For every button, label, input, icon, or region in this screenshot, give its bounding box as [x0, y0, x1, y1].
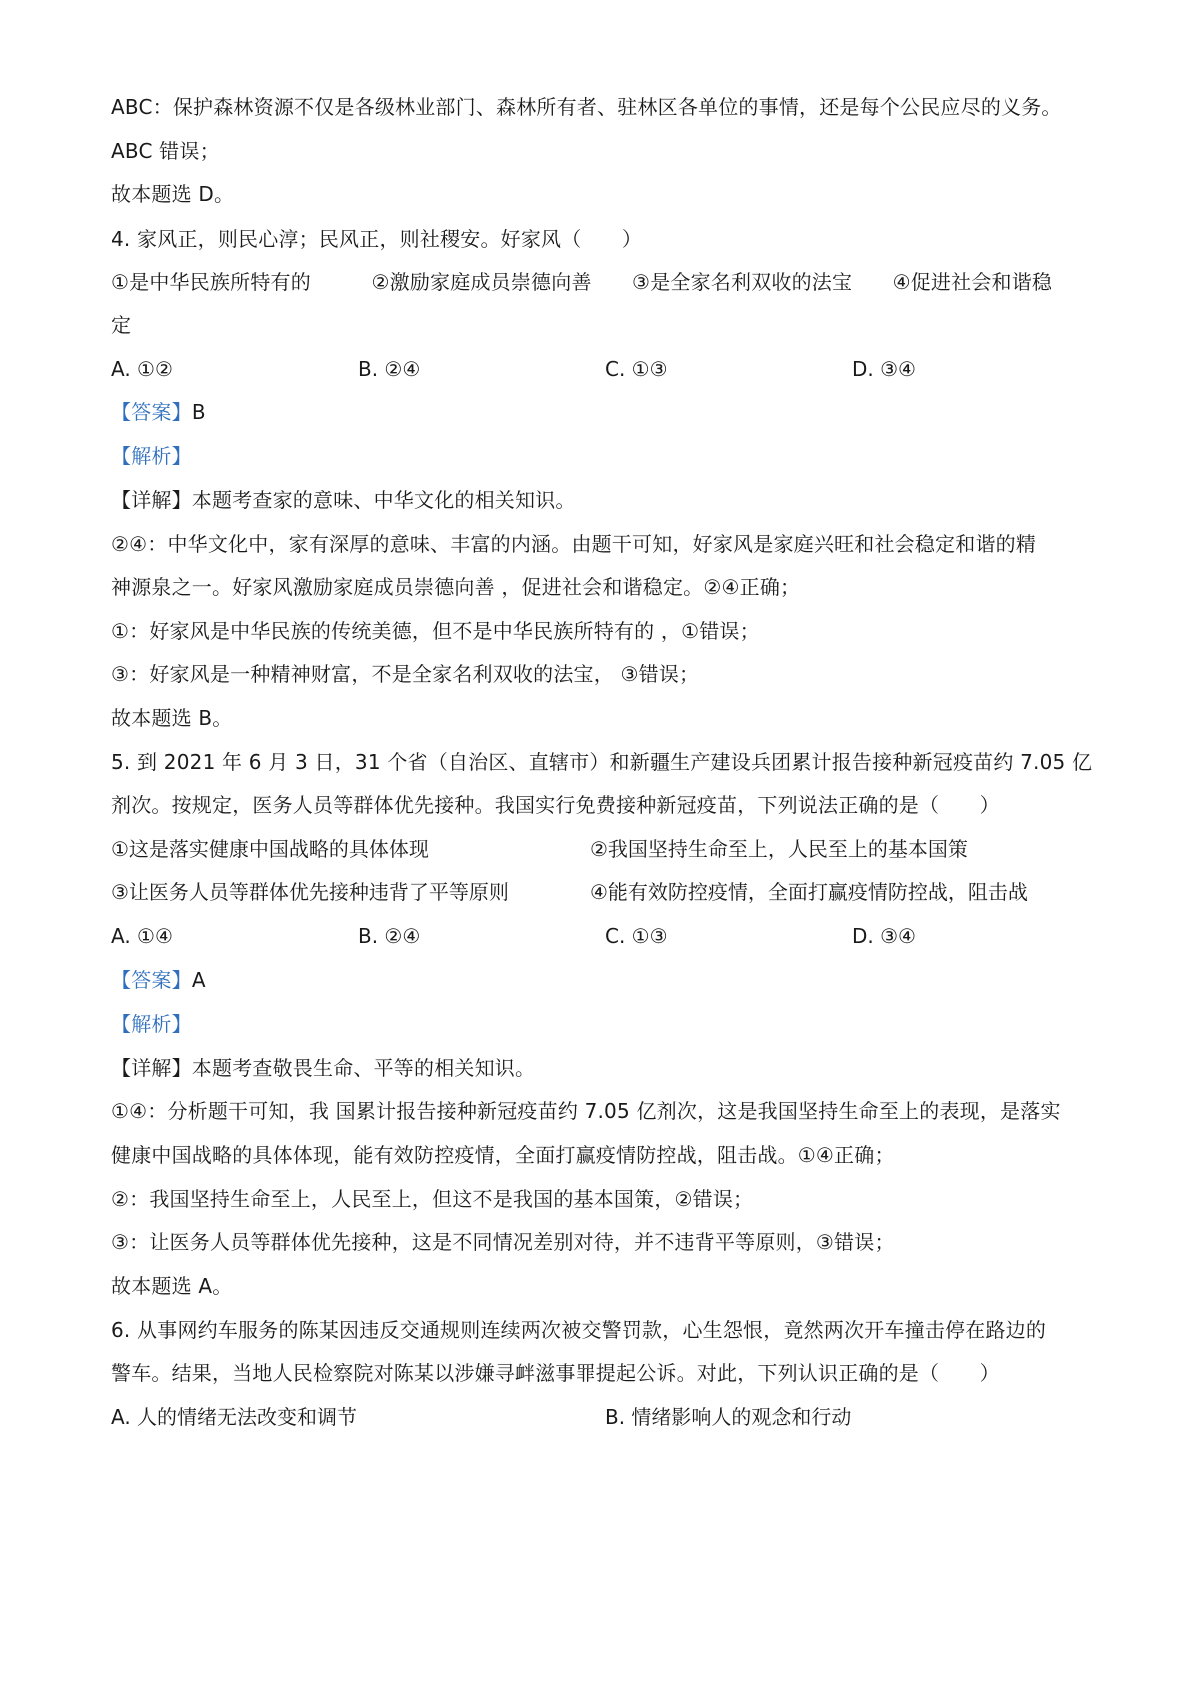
- question-5-option-d: D. ③④: [852, 924, 916, 948]
- explanation-line: ABC：保护森林资源不仅是各级林业部门、森林所有者、驻林区各单位的事情，还是每个公民应尽的义务。: [111, 95, 1062, 119]
- explanation-line: ②：我国坚持生命至上，人民至上，但这不是我国的基本国策，②错误；: [111, 1187, 754, 1211]
- explanation-line: ABC 错误；: [111, 139, 220, 163]
- question-4-analysis-label: 【解析】: [111, 444, 192, 468]
- explanation-line: 神源泉之一。好家风激励家庭成员崇德向善 ，促进社会和谐稳定。②④正确；: [111, 575, 801, 599]
- question-5-item-3: ③让医务人员等群体优先接种违背了平等原则: [111, 880, 509, 904]
- question-4-detail: 【详解】本题考查家的意味、中华文化的相关知识。: [111, 488, 576, 512]
- question-4-option-a: A. ①②: [111, 357, 173, 381]
- question-4-stem: 4. 家风正，则民心淳；民风正，则社稷安。好家风（ ）: [111, 227, 643, 251]
- question-5-item-1: ①这是落实健康中国战略的具体体现: [111, 837, 429, 861]
- answer-label: 【答案】: [111, 400, 192, 424]
- question-6-option-b: B. 情绪影响人的观念和行动: [605, 1405, 852, 1429]
- question-4-option-d: D. ③④: [852, 357, 916, 381]
- question-5-analysis-label: 【解析】: [111, 1012, 192, 1036]
- question-6-option-a: A. 人的情绪无法改变和调节: [111, 1405, 358, 1429]
- conclusion-line: 故本题选 D。: [111, 182, 235, 206]
- question-5-answer: [111, 966, 1101, 994]
- question-4-option-b: B. ②④: [358, 357, 421, 381]
- answer-value: A: [191, 968, 206, 992]
- explanation-line: ①④：分析题干可知，我 国累计报告接种新冠疫苗约 7.05 亿剂次，这是我国坚持生命至上的表现，是落实: [111, 1099, 1061, 1123]
- answer-value: B: [191, 400, 206, 424]
- question-5-stem-wrap: 剂次。按规定，医务人员等群体优先接种。我国实行免费接种新冠疫苗，下列说法正确的是（ ）: [111, 793, 1000, 817]
- question-5-option-b: B. ②④: [358, 924, 421, 948]
- question-4-items: ①是中华民族所特有的 ②激励家庭成员崇德向善 ③是全家名利双收的法宝 ④促进社会和谐稳: [111, 270, 1053, 294]
- question-5-stem: 5. 到 2021 年 6 月 3 日，31 个省（自治区、直辖市）和新疆生产建设兵团累计报告接种新冠疫苗约 7.05 亿: [111, 750, 1093, 774]
- question-5-item-4: ④能有效防控疫情，全面打赢疫情防控战，阻击战: [590, 880, 1028, 904]
- question-6-stem-wrap: 警车。结果，当地人民检察院对陈某以涉嫌寻衅滋事罪提起公诉。对此，下列认识正确的是（ ）: [111, 1361, 1000, 1385]
- conclusion-line: 故本题选 A。: [111, 1274, 233, 1298]
- question-5-item-2: ②我国坚持生命至上，人民至上的基本国策: [590, 837, 968, 861]
- question-4-option-c: C. ①③: [605, 357, 668, 381]
- question-5-option-a: A. ①④: [111, 924, 173, 948]
- question-4-answer: [111, 398, 1101, 426]
- question-5-option-c: C. ①③: [605, 924, 668, 948]
- explanation-line: ①：好家风是中华民族的传统美德，但不是中华民族所特有的 ，①错误；: [111, 619, 760, 643]
- explanation-line: ②④：中华文化中，家有深厚的意味、丰富的内涵。由题干可知，好家风是家庭兴旺和社会稳定和谐的精: [111, 532, 1037, 556]
- answer-label: 【答案】: [111, 968, 192, 992]
- question-4-items-wrap: 定: [111, 313, 132, 337]
- question-5-detail: 【详解】本题考查敬畏生命、平等的相关知识。: [111, 1056, 536, 1080]
- explanation-line: 健康中国战略的具体体现，能有效防控疫情，全面打赢疫情防控战，阻击战。①④正确；: [111, 1143, 895, 1167]
- conclusion-line: 故本题选 B。: [111, 706, 233, 730]
- question-6-stem: 6. 从事网约车服务的陈某因违反交通规则连续两次被交警罚款，心生怨恨，竟然两次开车撞击停在路边的: [111, 1318, 1047, 1342]
- explanation-line: ③：好家风是一种精神财富，不是全家名利双收的法宝， ③错误；: [111, 662, 700, 686]
- explanation-line: ③：让医务人员等群体优先接种，这是不同情况差别对待，并不违背平等原则，③错误；: [111, 1230, 895, 1254]
